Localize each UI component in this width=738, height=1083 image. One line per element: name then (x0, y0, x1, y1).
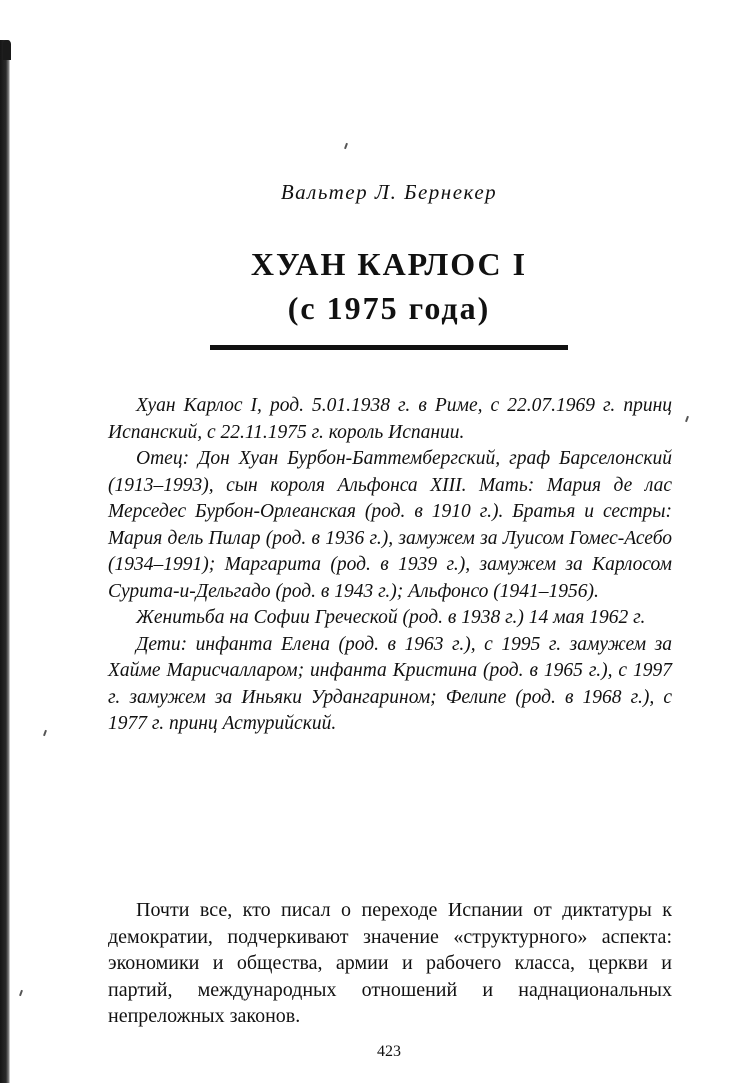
page-number: 423 (377, 1043, 401, 1060)
chapter-title: ХУАН КАРЛОС I (250, 246, 528, 282)
chapter-subtitle: (с 1975 года) (287, 290, 491, 326)
bio-family: Отец: Дон Хуан Бурбон-Баттембергский, граф Барселонский (1913–1993), сын короля Альфонса XIII. Мать: Мария де лас Мерседес Бурбон-Орлеанская (род. в 1910 г.). Братья и сестры: Мария дель Пилар (род. в 1936 г.), замужем за Луисом Гомес-Асебо (1934–1991); Маргарита (род. в 1939 г.), замужем за Карлосом Сурита-и-Дельгадо (род. в 1943 г.); Альфонсо (1941–1956). (108, 448, 672, 602)
scan-speck (19, 990, 23, 996)
scan-speck (43, 730, 47, 736)
body-paragraph: Почти все, кто писал о переходе Испании от диктатуры к демократии, подчеркивают значение «структурного» аспекта: экономики и общества, армии и рабочего класса, церкви и партий, международных отношений и наднациональных непреложных законов. (108, 899, 672, 1027)
bio-marriage: Женитьба на Софии Греческой (род. в 1938 г.) 14 мая 1962 г. (136, 607, 646, 628)
main-text (108, 897, 672, 1030)
title-rule (210, 345, 568, 350)
scan-speck (344, 143, 348, 149)
page-binding-top (3, 40, 11, 60)
bio-children: Дети: инфанта Елена (род. в 1963 г.), с 1995 г. замужем за Хайме Мариcчалларом; инфанта Кристина (род. в 1965 г.), с 1997 г. замужем за Иньяки Урдангарином; Фелипе (род. в 1968 г.), с 1977 г. принц Астурийский. (108, 633, 672, 734)
chapter-author: Вальтер Л. Бернекер (280, 180, 498, 204)
biography-block (108, 393, 672, 738)
bio-birth: Хуан Карлос I, род. 5.01.1938 г. в Риме, с 22.07.1969 г. принц Испанский, с 22.11.1975 г. король Испании. (108, 395, 672, 443)
scan-speck (685, 416, 689, 422)
